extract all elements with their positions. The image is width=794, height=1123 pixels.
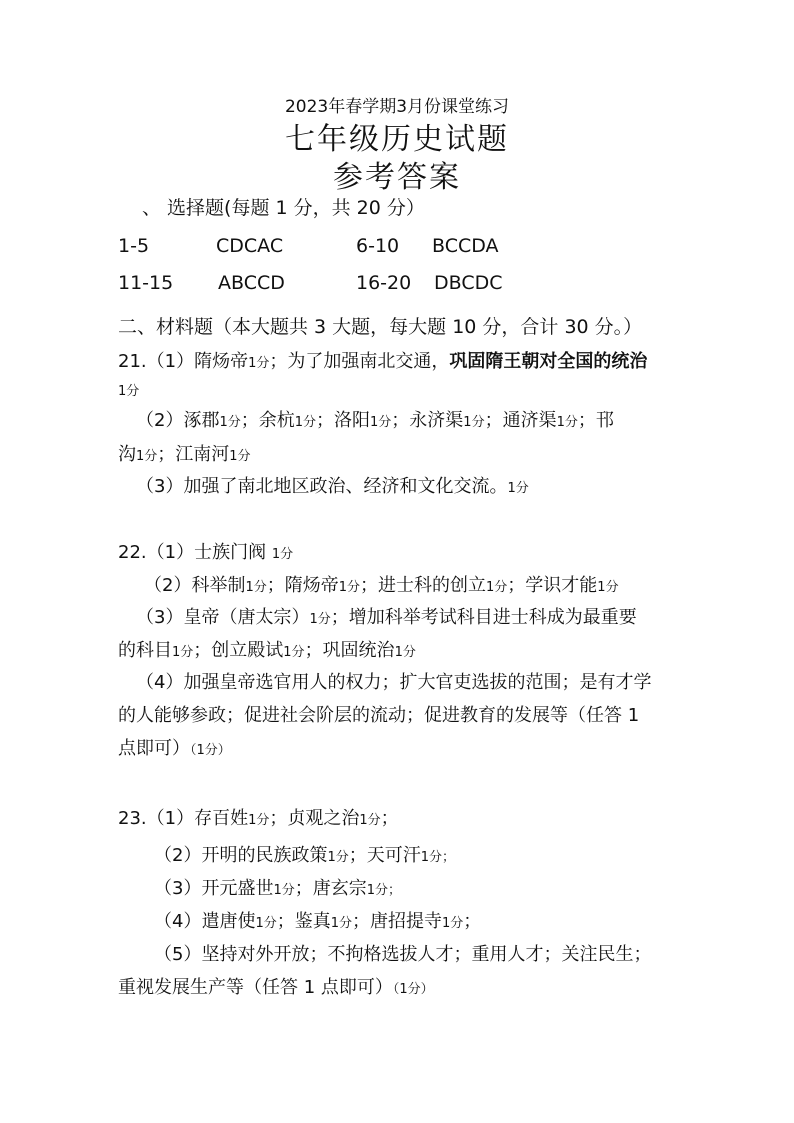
answer-text: ；江南河 — [157, 444, 230, 465]
answer-text: ；为了加强南北交通， — [269, 351, 450, 372]
score-note: 1分 — [255, 916, 277, 931]
q22-line — [144, 571, 619, 597]
answer-text: ；增加科举考试科目进士科成为最重要 — [330, 607, 637, 628]
answer-string: DBCDC — [434, 272, 503, 294]
score-note: 1分 — [486, 580, 508, 595]
answer-text: ；鉴真 — [276, 911, 331, 932]
q23-line — [154, 874, 401, 900]
q21-line — [136, 472, 529, 498]
answer-text: ；进士科的创立 — [360, 575, 487, 596]
q23-line — [118, 973, 434, 999]
score-note: 1分 — [219, 415, 241, 430]
answer-string: BCCDA — [432, 235, 499, 257]
score-note: 1分 — [394, 645, 416, 660]
score-note: 1分 — [327, 850, 349, 865]
answer-text: ；永济渠 — [391, 410, 464, 431]
range-label: 1-5 — [118, 235, 150, 257]
q23-line — [118, 804, 399, 830]
answer-string: CDCAC — [216, 235, 284, 257]
score-note: 1分 — [229, 449, 251, 464]
score-note: 1分 — [271, 547, 294, 562]
score-note: 1分 — [136, 449, 158, 464]
answer-text: 23.（1）存百姓 — [118, 808, 249, 829]
answer-text: ； — [380, 808, 399, 829]
score-note: 1分 — [248, 356, 270, 371]
answer-text: ；创立殿试 — [193, 640, 284, 661]
answer-text: ；贞观之治 — [269, 808, 360, 829]
answer-text: ；洛阳 — [316, 410, 371, 431]
range-label: 16-20 — [356, 272, 412, 294]
score-note: 1分 — [597, 580, 619, 595]
section1-heading: 、 选择题(每题 1 分，共 20 分） — [142, 197, 425, 219]
answer-text: ；巩固统治 — [304, 640, 395, 661]
score-note: （1分） — [392, 982, 434, 997]
answer-text: （4）遣唐使 — [154, 911, 256, 932]
q21-line — [118, 440, 251, 466]
score-note: 1分 — [294, 415, 317, 430]
answer-text: （3）加强了南北地区政治、经济和文化交流。 — [136, 476, 508, 497]
answer-text: ；隋炀帝 — [266, 575, 339, 596]
answer-text: ；余杭 — [240, 410, 295, 431]
score-note: 1分 — [366, 883, 389, 898]
answer-string: ABCCD — [218, 272, 285, 294]
answer-text: 21.（1）隋炀帝 — [118, 351, 249, 372]
q23-line — [154, 841, 455, 867]
score-note: 1分 — [330, 916, 353, 931]
answer-text: 的人能够参政；促进社会阶层的流动；促进教育的发展等（任答 1 — [118, 705, 640, 726]
answer-text: （2）开明的民族政策 — [154, 845, 328, 866]
answer-text: ； — [388, 883, 402, 898]
score-note: 1分 — [245, 580, 267, 595]
score-note: 1分 — [248, 813, 270, 828]
answer-text: （3）开元盛世 — [154, 878, 274, 899]
answer-text: 巩固隋王朝对全国的统治 — [449, 351, 648, 372]
score-note: 1分 — [370, 415, 392, 430]
answer-text: （4）加强皇帝选官用人的权力；扩大官吏选拔的范围；是有才学 — [136, 672, 652, 693]
answer-text: ；天可汗 — [348, 845, 421, 866]
q23-line — [154, 907, 481, 933]
range-label: 11-15 — [118, 272, 174, 294]
answer-text: ； — [463, 911, 482, 932]
score-note: 1分 — [283, 645, 305, 660]
answer-text: （2）科举制 — [144, 575, 246, 596]
answer-text: （5）坚持对外开放；不拘格选拔人才；重用人才；关注民生； — [154, 944, 652, 965]
score-note: （1分） — [190, 743, 231, 758]
answer-text: 点即可） — [118, 738, 190, 759]
score-note: 1分 — [463, 415, 485, 430]
score-note: 1分 — [273, 883, 295, 898]
q22-line — [118, 734, 231, 760]
answer-text: ；唐招提寺 — [352, 911, 443, 932]
answer-text: （2）涿郡 — [136, 410, 220, 431]
answer-text: 的科目 — [118, 640, 172, 661]
answer-text: ；唐玄宗 — [294, 878, 367, 899]
q22-line — [118, 538, 293, 564]
score-note: 1分 — [309, 612, 331, 627]
answer-text: ；学识才能 — [507, 575, 598, 596]
score-note: 1分 — [118, 384, 140, 399]
score-note: 1分 — [420, 850, 443, 865]
exam-title: 七年级历史试题 — [285, 122, 509, 157]
exam-subtitle: 2023年春学期3月份课堂练习 — [284, 97, 510, 117]
answer-text: ；通济渠 — [484, 410, 557, 431]
answer-text: ；邗 — [577, 410, 614, 431]
answer-key-title: 参考答案 — [333, 160, 461, 195]
answer-text: 重视发展生产等（任答 1 点即可） — [118, 977, 393, 998]
score-note: 1分 — [172, 645, 194, 660]
score-note: 1分 — [507, 481, 529, 496]
answer-text: 沟 — [118, 444, 136, 465]
score-note: 1分 — [556, 415, 578, 430]
score-note: 1分 — [338, 580, 361, 595]
range-label: 6-10 — [356, 235, 400, 257]
q22-line — [118, 636, 416, 662]
q21-line — [136, 406, 614, 432]
score-note: 1分 — [359, 813, 381, 828]
score-note: 1分 — [442, 916, 464, 931]
answer-text: ； — [442, 850, 456, 865]
answer-text: 22.（1）士族门阀 — [118, 542, 267, 563]
answer-text: （3）皇帝（唐太宗） — [136, 607, 310, 628]
section2-heading: 二、材料题（本大题共 3 大题，每大题 10 分，合计 30 分。） — [118, 316, 643, 338]
q21-line — [118, 347, 647, 373]
q22-line — [136, 603, 637, 629]
